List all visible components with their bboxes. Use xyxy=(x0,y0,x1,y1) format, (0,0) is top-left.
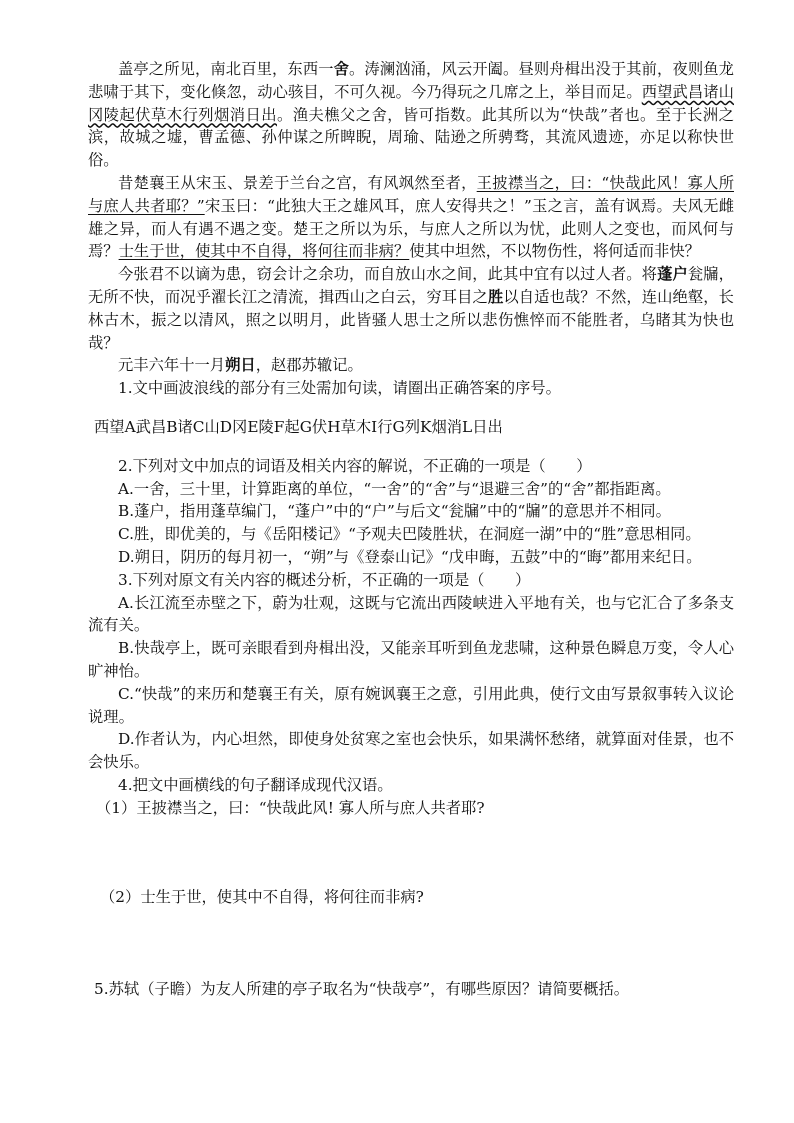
question-3-stem: 3.下列对原文有关内容的概述分析，不正确的一项是（ ） xyxy=(118,570,531,589)
question-1-stem: 1.文中画波浪线的部分有三处需加句读，请圈出正确答案的序号。 xyxy=(118,379,561,398)
text-run: 以自适也哉？不然，连山绝壑，长林古木，振之以清风，照之以明月，此皆骚人思士之所以悲伤憔悴而不能胜者，乌睹其为快也哉？ xyxy=(88,287,734,352)
text-run: 。渔夫樵父之舍，皆可指数。此其所以为“快哉”者也。至于长洲之滨，故城之墟，曹孟德、孙仲谋之所睥睨，周瑜、陆逊之所骋骛，其流风遗迹，亦足以称快世俗。 xyxy=(88,105,734,170)
question-3-option-a: A.长江流至赤壁之下，蔚为壮观，这既与它流出西陵峡进入平地有关，也与它汇合了多条支流有关。 xyxy=(88,593,734,635)
question-2-option-c: C.胜，即优美的，与《岳阳楼记》“予观夫巴陵胜状，在洞庭一湖”中的“胜”意思相同。 xyxy=(118,525,701,544)
text-run: 今张君不以谪为患，窃会计之余功，而自放山水之间，此其中宜有以过人者。将 xyxy=(118,265,658,284)
text-run: 元丰六年十一月 xyxy=(118,356,226,375)
dotted-word: 蓬户 xyxy=(657,265,688,284)
question-3-option-c: C.“快哉”的来历和楚襄王有关，原有婉讽襄王之意，引用此典，使行文由写景叙事转入议论说理。 xyxy=(88,684,734,726)
question-2-stem: 2.下列对文中加点的词语及相关内容的解说，不正确的一项是（ ） xyxy=(118,456,592,475)
dotted-word: 舍 xyxy=(333,60,350,78)
question-4-stem: 4.把文中画横线的句子翻译成现代汉语。 xyxy=(118,775,393,794)
dotted-word: 朔日 xyxy=(225,356,256,375)
question-2-option-d: D.朔日，阴历的每月初一，“朔”与《登泰山记》“戊申晦，五鼓”中的“晦”都用来纪日。 xyxy=(118,547,702,566)
passage-paragraph-2 xyxy=(88,172,734,263)
question-4-item-1: （1）王披襟当之，曰：“快哉此风! 寡人所与庶人共者耶? xyxy=(96,798,485,817)
dotted-word: 胜 xyxy=(487,287,504,306)
question-5-stem: 5.苏轼（子瞻）为友人所建的亭子取名为“快哉亭”，有哪些原因？请简要概括。 xyxy=(94,980,630,999)
passage-paragraph-4 xyxy=(88,354,734,377)
text-run: 瓮牖，无所不快，而况乎濯长江之清流，揖西山之白云，穷耳目之 xyxy=(88,265,734,306)
text-run: 使其中坦然，不以物伤性，将何适而非快？ xyxy=(409,242,700,261)
wavy-underlined-text: 西望武昌诸山冈陵起伏草木行列烟消日出 xyxy=(88,82,734,124)
question-2-option-a: A.一舍，三十里，计算距离的单位，“一舍”的“舍”与“退避三舍”的“舍”都指距离。 xyxy=(118,479,671,498)
underlined-sentence-1: 王披襟当之，曰：“快哉此风！寡人所与庶人共者耶？” xyxy=(88,173,734,215)
text-run: 。涛澜汹涌，风云开阖。昼则舟楫出没于其前，夜则鱼龙悲啸于其下，变化倏忽，动心骇目，不可久视。今乃得玩之几席之上，举目而足。 xyxy=(88,60,734,101)
text-run: 盖亭之所见，南北百里，东西一 xyxy=(118,60,334,78)
question-3-option-d: D.作者认为，内心坦然，即使身处贫寒之室也会快乐，如果满怀愁绪，就算面对佳景，也不会快乐。 xyxy=(88,730,734,772)
question-3-option-b: B.快哉亭上，既可亲眼看到舟楫出没，又能亲耳听到鱼龙悲啸，这种景色瞬息万变，令人心旷神怡。 xyxy=(88,639,734,680)
text-run: 宋玉曰：“此独大王之雄风耳，庶人安得共之！”玉之言，盖有讽焉。夫风无雌雄之异，而人有遇不遇之变。楚王之所以为乐，与庶人之所以为忧，此则人之变也，而风何与焉？ xyxy=(88,196,734,261)
text-run: 昔楚襄王从宋玉、景差于兰台之宫，有风飒然至者， xyxy=(118,173,477,192)
document-page xyxy=(88,58,734,1001)
underlined-sentence-2: 士生于世，使其中不自得，将何往而非病？ xyxy=(118,242,410,261)
question-4-item-2: （2）士生于世，使其中不自得，将何往而非病? xyxy=(100,887,424,906)
passage-paragraph-3 xyxy=(88,263,734,354)
passage-paragraph-1 xyxy=(88,58,734,172)
question-1-sequence: 西望A武昌B诸C山D冈E陵F起G伏H草木I行G列K烟消L日出 xyxy=(94,417,503,436)
text-run: ，赵郡苏辙记。 xyxy=(255,356,363,375)
question-2-option-b: B.蓬户，指用蓬草编门，“蓬户”中的“户”与后文“瓮牖”中的“牖”的意思并不相同。 xyxy=(118,502,671,521)
